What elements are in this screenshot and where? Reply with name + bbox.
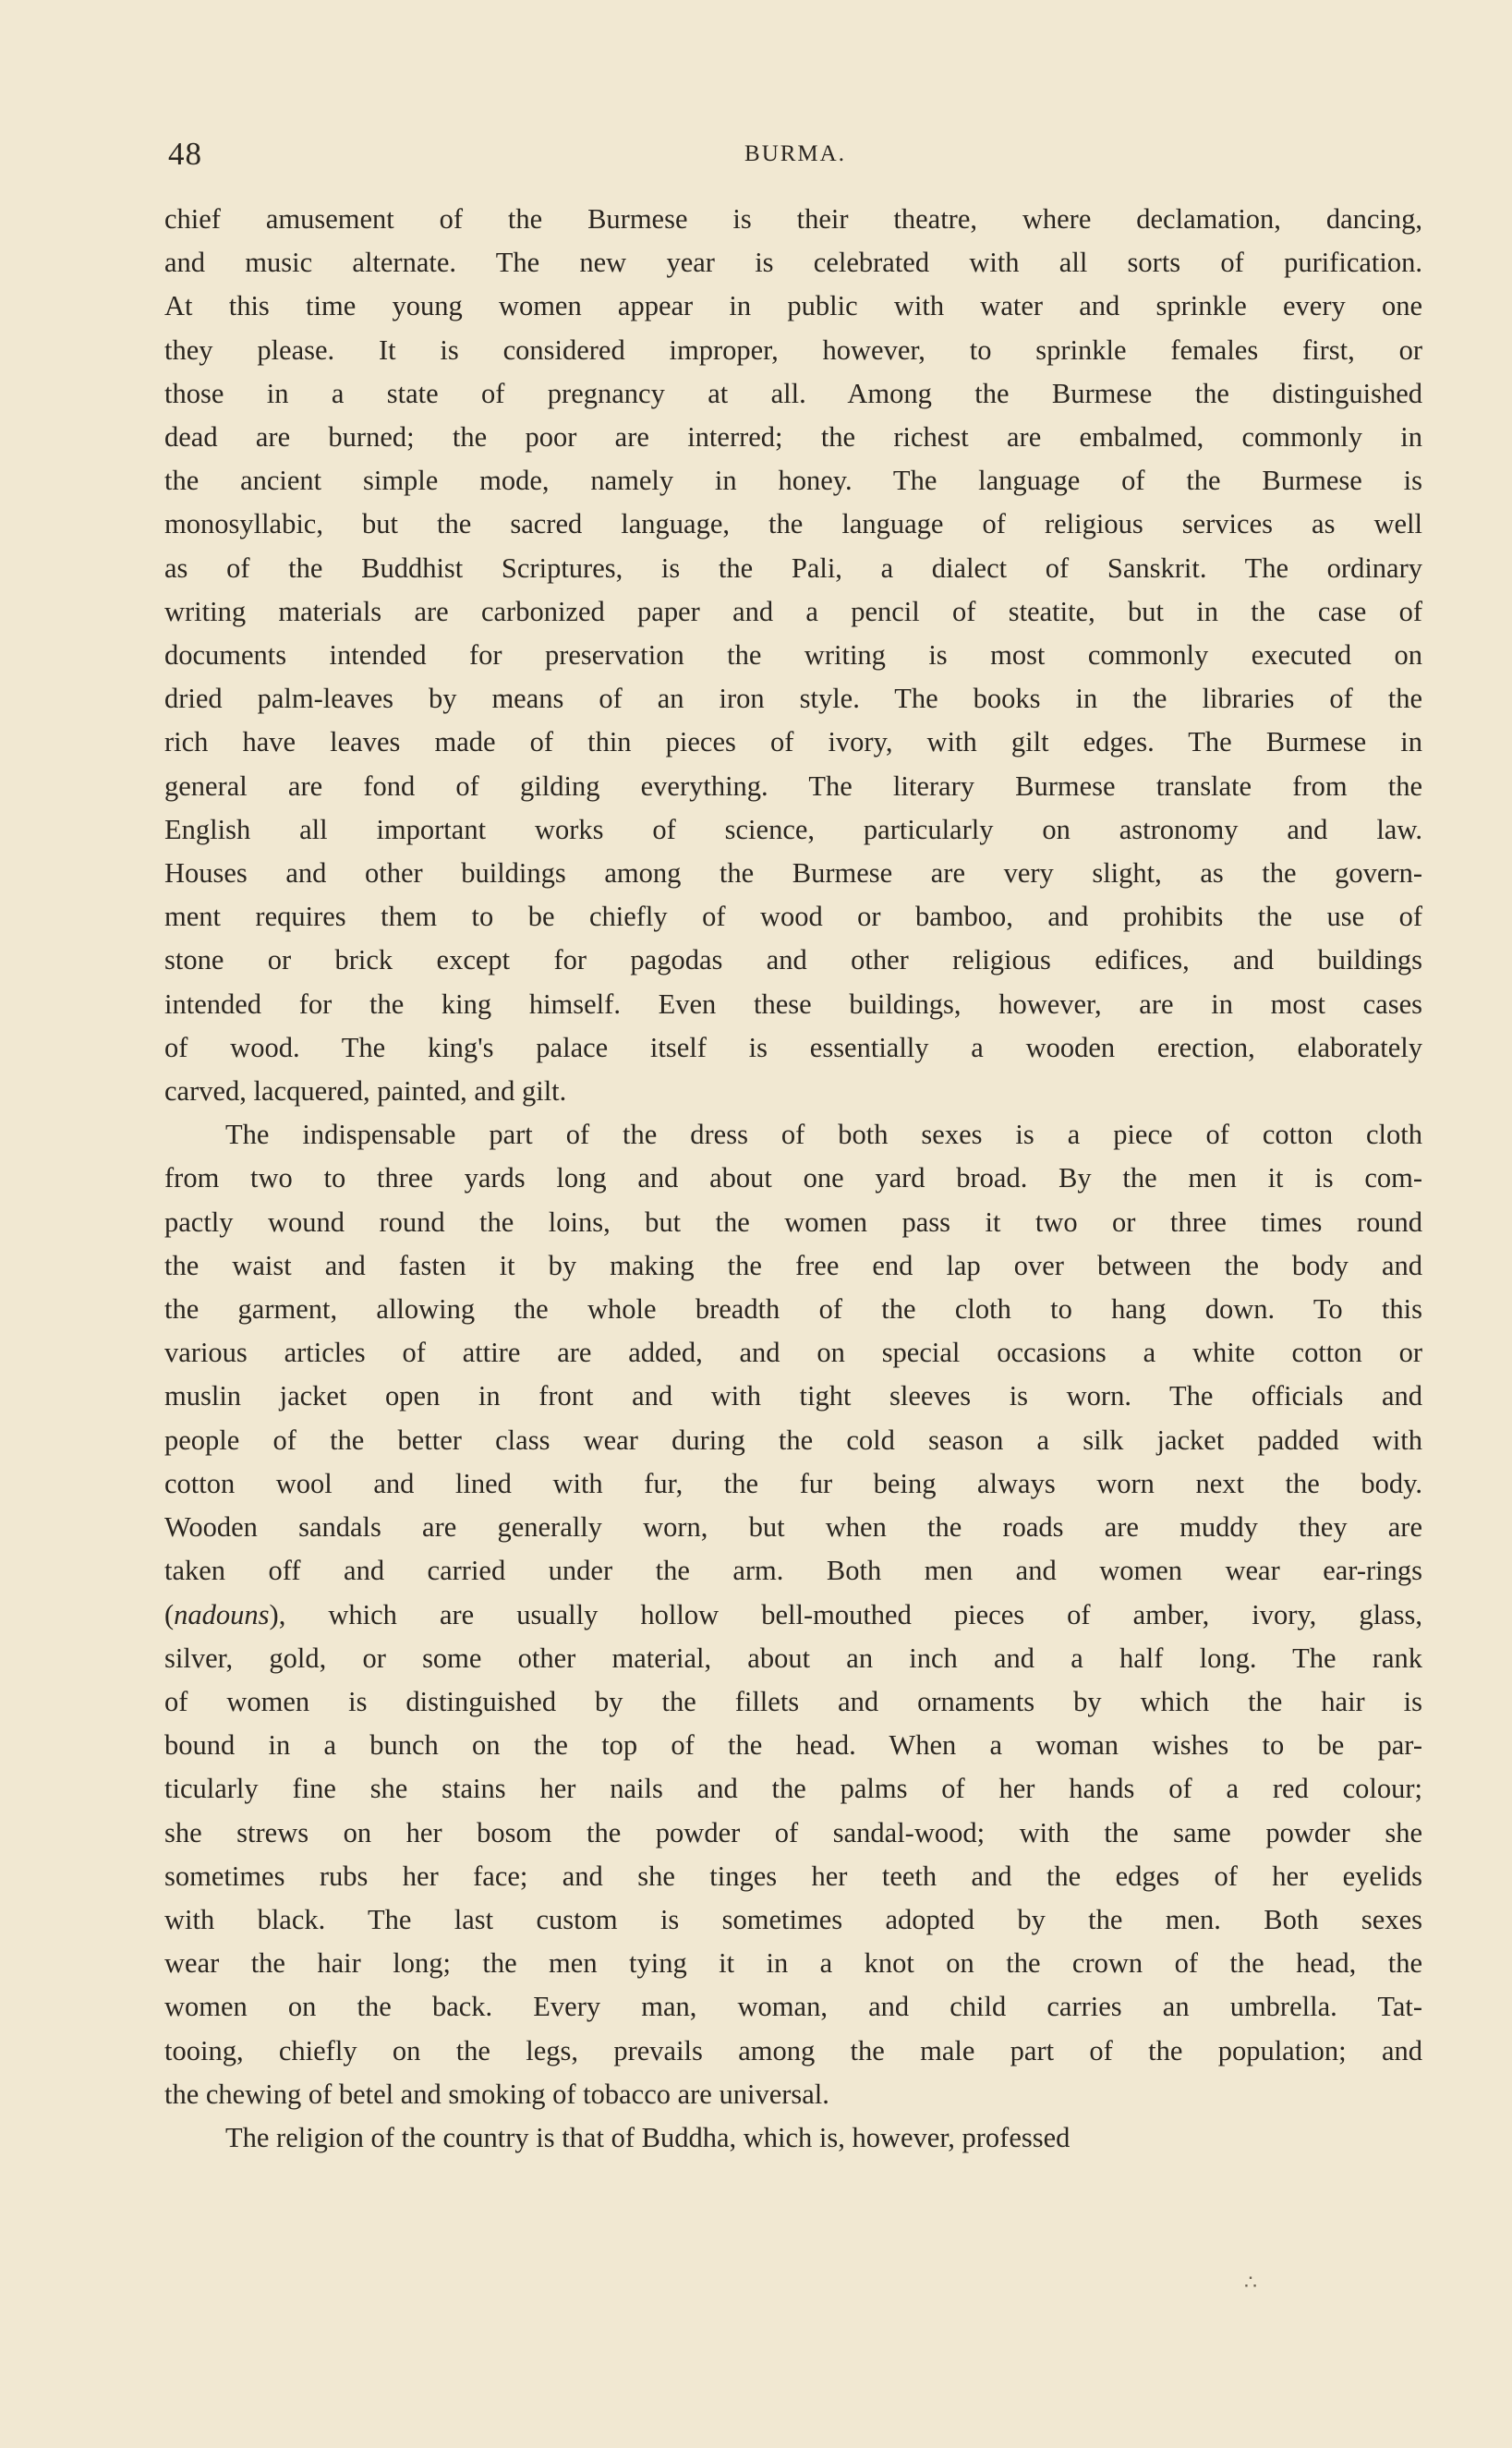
- text-line: taken off and carried under the arm. Both men and women wear ear-rings: [164, 1555, 1422, 1587]
- text-line: Houses and other buildings among the Burmese are very slight, as the govern-: [164, 857, 1422, 890]
- text-line: cotton wool and lined with fur, the fur being always worn next the body.: [164, 1467, 1422, 1499]
- text-line: from two to three yards long and about one yard broad. By the men it is com-: [164, 1162, 1422, 1194]
- text-line: rich have leaves made of thin pieces of ivory, with gilt edges. The Burmese in: [164, 726, 1422, 758]
- text-line: the ancient simple mode, namely in honey. The language of the Burmese is: [164, 465, 1422, 497]
- text-line: The religion of the country is that of Buddha, which is, however, professed: [225, 2121, 1070, 2153]
- page-number: 48: [168, 136, 202, 172]
- text-line: as of the Buddhist Scriptures, is the Pali, a dialect of Sanskrit. The ordinary: [164, 551, 1422, 584]
- text-line: English all important works of science, particularly on astronomy and law.: [164, 813, 1422, 845]
- text-line: muslin jacket open in front and with tight sleeves is worn. The officials and: [164, 1380, 1422, 1412]
- text-line: the chewing of betel and smoking of tobacco are universal.: [164, 2078, 829, 2110]
- text-line: of women is distinguished by the fillets and ornaments by which the hair is: [164, 1685, 1422, 1717]
- text-line: sometimes rubs her face; and she tinges her teeth and the edges of her eyelids: [164, 1860, 1422, 1892]
- text-line: monosyllabic, but the sacred language, the language of religious services as well: [164, 508, 1422, 540]
- text-line: At this time young women appear in public with water and sprinkle every one: [164, 290, 1422, 322]
- text-line: pactly wound round the loins, but the women pass it two or three times round: [164, 1206, 1422, 1238]
- text-line: intended for the king himself. Even these buildings, however, are in most cases: [164, 988, 1422, 1020]
- text-line: those in a state of pregnancy at all. Among the Burmese the distinguished: [164, 377, 1422, 409]
- paragraph: [164, 2116, 1422, 2160]
- text-line: silver, gold, or some other material, about an inch and a half long. The rank: [164, 1642, 1422, 1674]
- text-line: wear the hair long; the men tying it in a knot on the crown of the head, the: [164, 1947, 1422, 1980]
- text-line: various articles of attire are added, and on special occasions a white cotton or: [164, 1337, 1422, 1369]
- paragraph: [164, 198, 1422, 1113]
- text-line: Wooden sandals are generally worn, but when the roads are muddy they are: [164, 1511, 1422, 1544]
- text-line: stone or brick except for pagodas and other religious edifices, and buildings: [164, 944, 1422, 976]
- text-line: people of the better class wear during the cold season a silk jacket padded with: [164, 1424, 1422, 1456]
- text-line: the waist and fasten it by making the free end lap over between the body and: [164, 1249, 1422, 1281]
- body-text: [164, 198, 1422, 2160]
- italic-term: nadouns: [174, 1598, 270, 1630]
- text-line: ticularly fine she stains her nails and the palms of her hands of a red colour;: [164, 1773, 1422, 1805]
- text-line: of wood. The king's palace itself is essentially a wooden erection, elaborately: [164, 1031, 1422, 1063]
- text-line: women on the back. Every man, woman, and child carries an umbrella. Tat-: [164, 1991, 1422, 2023]
- text-line: bound in a bunch on the top of the head. When a woman wishes to be par-: [164, 1729, 1422, 1762]
- text-line: the garment, allowing the whole breadth of the cloth to hang down. To this: [164, 1293, 1422, 1326]
- text-line: she strews on her bosom the powder of sandal-wood; with the same powder she: [164, 1816, 1422, 1848]
- page-header: [168, 136, 1422, 182]
- text-line: (nadouns), which are usually hollow bell-mouthed pieces of amber, ivory, glass,: [164, 1598, 1422, 1630]
- text-line: ment requires them to be chiefly of wood or bamboo, and prohibits the use of: [164, 901, 1422, 933]
- paragraph: [164, 1113, 1422, 2116]
- text-line: writing materials are carbonized paper and a pencil of steatite, but in the case of: [164, 595, 1422, 627]
- text-line: The indispensable part of the dress of both sexes is a piece of cotton cloth: [225, 1119, 1422, 1151]
- text-line: they please. It is considered improper, however, to sprinkle females first, or: [164, 333, 1422, 366]
- text-line: and music alternate. The new year is celebrated with all sorts of purification.: [164, 247, 1422, 279]
- printer-mark: ∴: [1244, 2271, 1257, 2294]
- text-line: general are fond of gilding everything. The literary Burmese translate from the: [164, 770, 1422, 802]
- text-line: with black. The last custom is sometimes adopted by the men. Both sexes: [164, 1903, 1422, 1935]
- text-line: dried palm-leaves by means of an iron style. The books in the libraries of the: [164, 683, 1422, 715]
- text-line: documents intended for preservation the writing is most commonly executed on: [164, 639, 1422, 672]
- running-title: BURMA.: [744, 141, 846, 166]
- text-line: carved, lacquered, painted, and gilt.: [164, 1075, 567, 1108]
- text-line: tooing, chiefly on the legs, prevails among the male part of the population; and: [164, 2034, 1422, 2066]
- text-line: dead are burned; the poor are interred; the richest are embalmed, commonly in: [164, 421, 1422, 454]
- text-line: chief amusement of the Burmese is their theatre, where declamation, dancing,: [164, 203, 1422, 235]
